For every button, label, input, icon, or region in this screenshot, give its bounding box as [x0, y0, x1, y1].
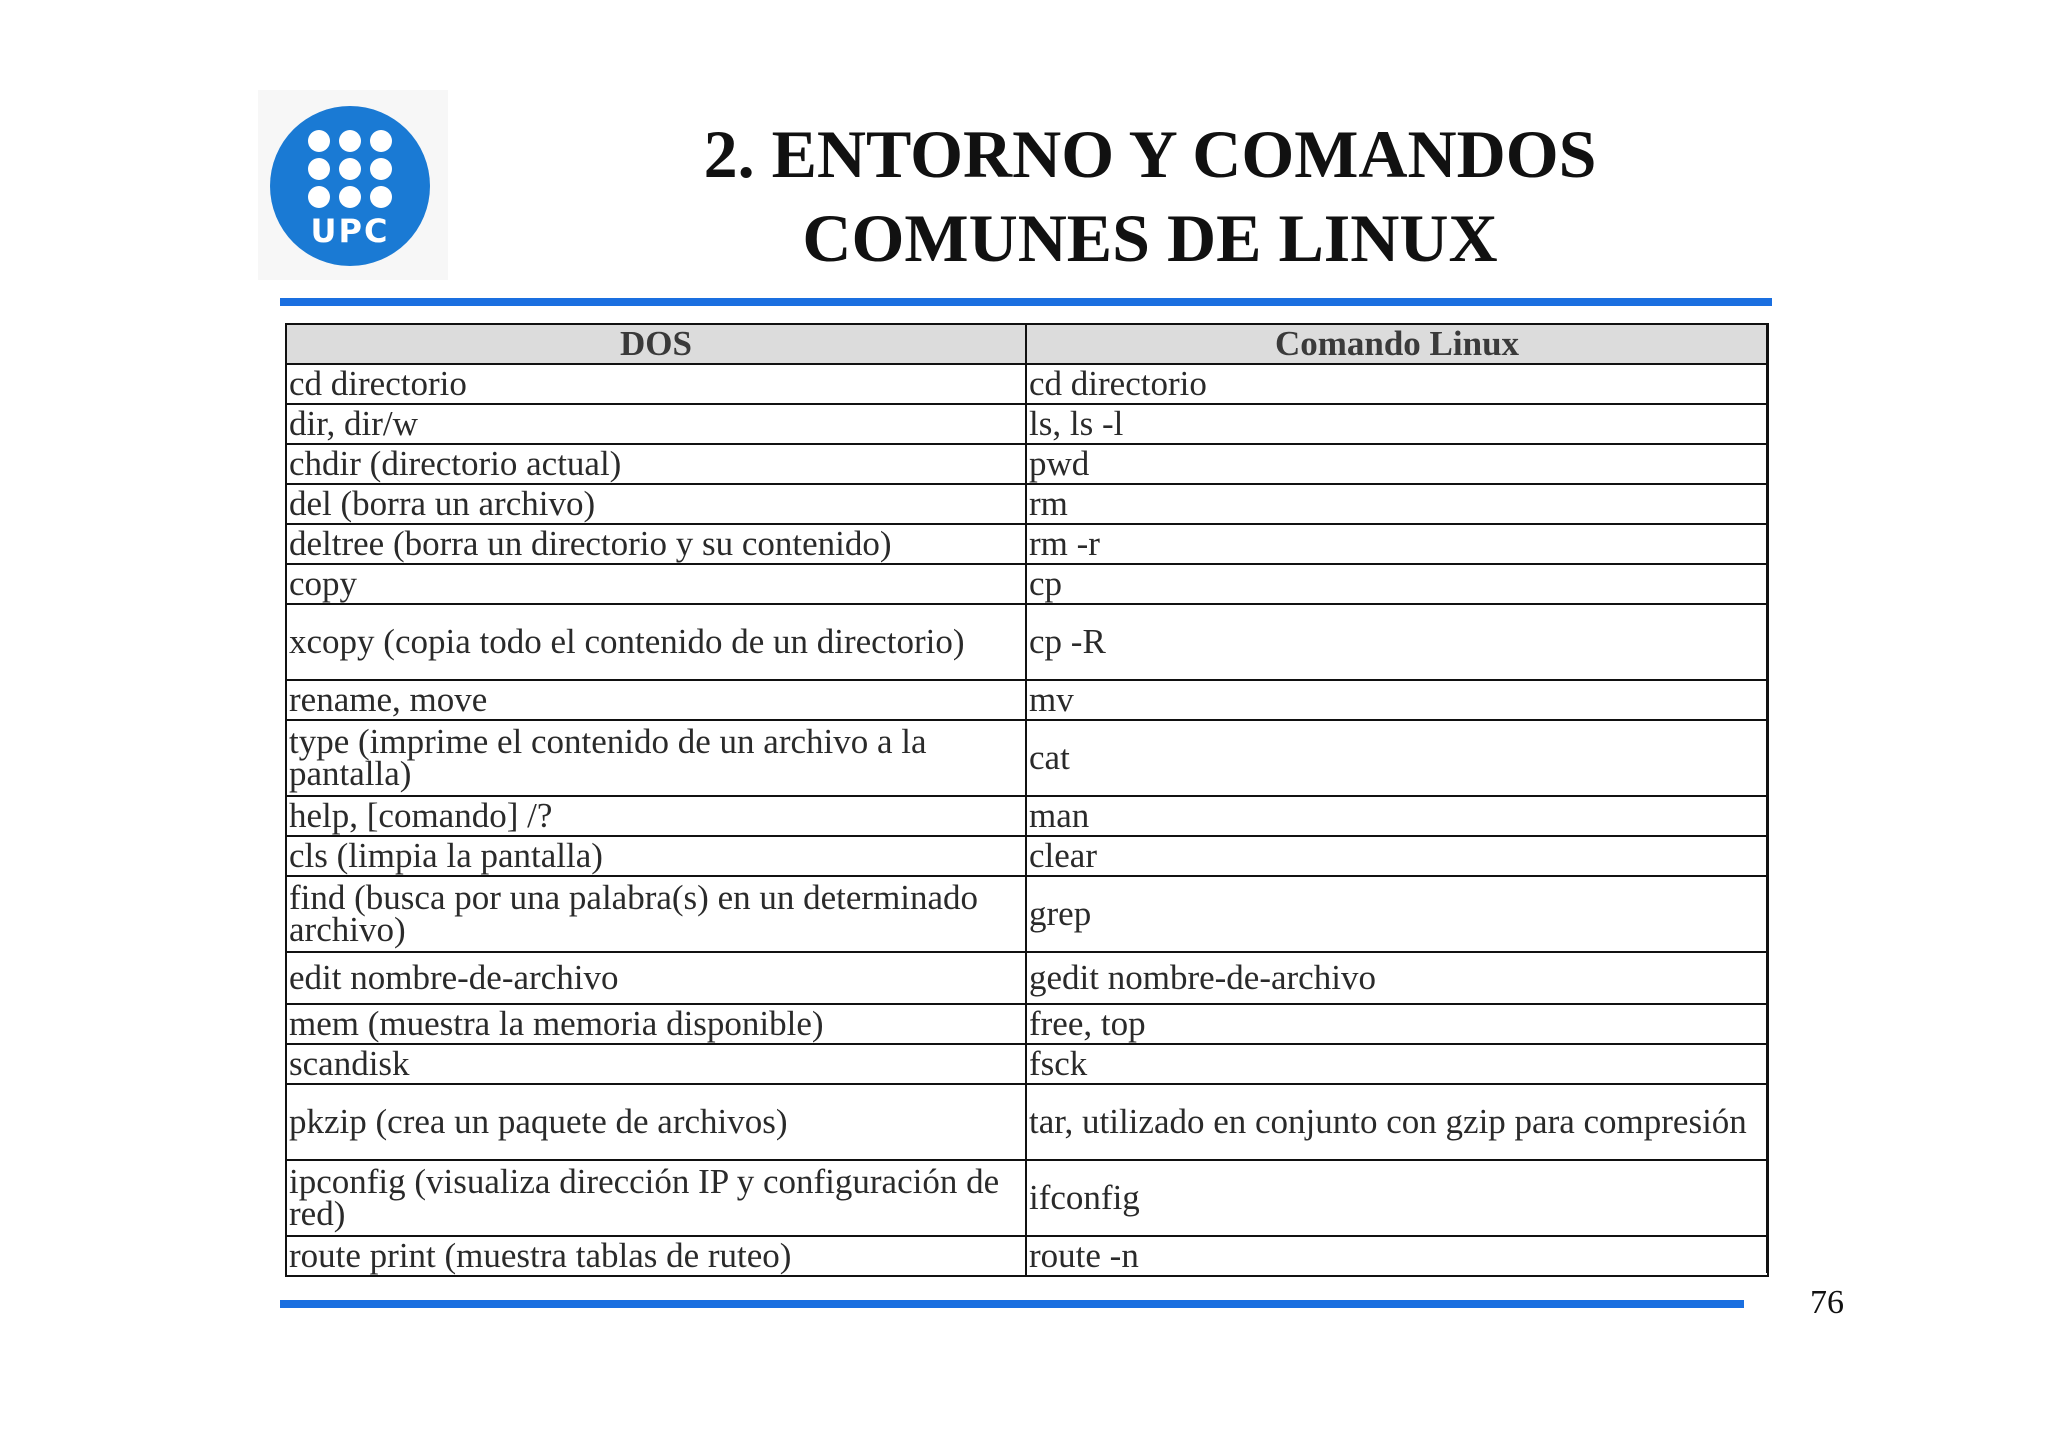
linux-cell: tar, utilizado en conjunto con gzip para compresión [1026, 1084, 1768, 1160]
dos-cell: type (imprime el contenido de un archivo a la pantalla) [286, 720, 1026, 796]
table-row [286, 796, 1768, 836]
linux-cell: ifconfig [1026, 1160, 1768, 1236]
linux-cell: fsck [1026, 1044, 1768, 1084]
linux-cell: cp -R [1026, 604, 1768, 680]
logo-dots-icon [308, 130, 392, 214]
table-right-rail [1766, 323, 1768, 1273]
header-dos: DOS [286, 324, 1026, 364]
table-row [286, 836, 1768, 876]
top-divider [280, 298, 1772, 306]
linux-cell: man [1026, 796, 1768, 836]
table-row [286, 524, 1768, 564]
title-line-2: COMUNES DE LINUX [802, 200, 1498, 276]
dos-cell: cd directorio [286, 364, 1026, 404]
dos-cell: deltree (borra un directorio y su contenido) [286, 524, 1026, 564]
dos-cell: cls (limpia la pantalla) [286, 836, 1026, 876]
table-row [286, 952, 1768, 1004]
table-row [286, 484, 1768, 524]
linux-cell: cd directorio [1026, 364, 1768, 404]
linux-cell: grep [1026, 876, 1768, 952]
linux-cell: rm [1026, 484, 1768, 524]
linux-cell: cat [1026, 720, 1768, 796]
linux-cell: gedit nombre-de-archivo [1026, 952, 1768, 1004]
commands-table [285, 323, 1769, 1277]
table-header-row [286, 324, 1768, 364]
table-row [286, 564, 1768, 604]
dos-cell: pkzip (crea un paquete de archivos) [286, 1084, 1026, 1160]
dos-cell: edit nombre-de-archivo [286, 952, 1026, 1004]
table-row [286, 444, 1768, 484]
slide-title [600, 112, 1700, 280]
title-line-1: 2. ENTORNO Y COMANDOS [703, 116, 1597, 192]
dos-cell: chdir (directorio actual) [286, 444, 1026, 484]
dos-cell: route print (muestra tablas de ruteo) [286, 1236, 1026, 1276]
table-row [286, 720, 1768, 796]
table-row [286, 1236, 1768, 1276]
logo-area [258, 90, 448, 280]
table-row [286, 404, 1768, 444]
header-linux: Comando Linux [1026, 324, 1768, 364]
table-row [286, 1044, 1768, 1084]
linux-cell: pwd [1026, 444, 1768, 484]
dos-cell: copy [286, 564, 1026, 604]
dos-cell: rename, move [286, 680, 1026, 720]
table-row [286, 1160, 1768, 1236]
dos-cell: xcopy (copia todo el contenido de un directorio) [286, 604, 1026, 680]
linux-cell: mv [1026, 680, 1768, 720]
table-row [286, 1004, 1768, 1044]
linux-cell: free, top [1026, 1004, 1768, 1044]
dos-cell: scandisk [286, 1044, 1026, 1084]
linux-cell: ls, ls -l [1026, 404, 1768, 444]
dos-cell: dir, dir/w [286, 404, 1026, 444]
dos-cell: help, [comando] /? [286, 796, 1026, 836]
table-row [286, 364, 1768, 404]
table-row [286, 680, 1768, 720]
table-row [286, 1084, 1768, 1160]
dos-cell: find (busca por una palabra(s) en un determinado archivo) [286, 876, 1026, 952]
table-row [286, 876, 1768, 952]
logo-text: UPC [310, 212, 390, 250]
dos-cell: ipconfig (visualiza dirección IP y configuración de red) [286, 1160, 1026, 1236]
linux-cell: cp [1026, 564, 1768, 604]
dos-cell: mem (muestra la memoria disponible) [286, 1004, 1026, 1044]
linux-cell: clear [1026, 836, 1768, 876]
page-number: 76 [1810, 1284, 1844, 1321]
upc-logo [270, 106, 430, 266]
bottom-divider [280, 1300, 1744, 1308]
linux-cell: rm -r [1026, 524, 1768, 564]
dos-cell: del (borra un archivo) [286, 484, 1026, 524]
linux-cell: route -n [1026, 1236, 1768, 1276]
table-row [286, 604, 1768, 680]
